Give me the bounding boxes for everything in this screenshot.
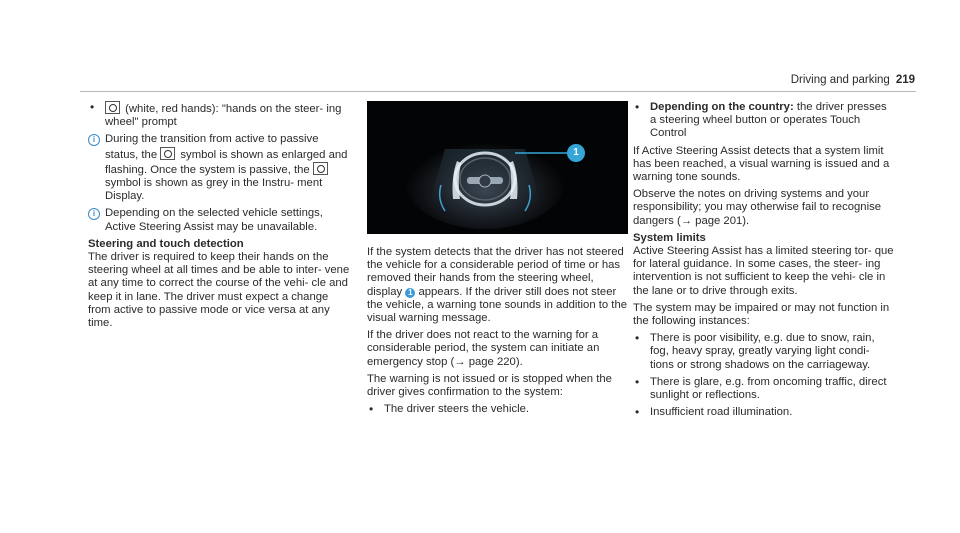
steering-hands-icon: [105, 101, 120, 114]
list-item: [633, 406, 895, 419]
paragraph: [367, 246, 627, 325]
paragraph: If Active Steering Assist detects that a system limit has been reached, a visual warning is issued and a warning tone sounds.: [633, 144, 890, 184]
list-item: [88, 101, 350, 129]
paragraph: The warning is not issued or is stopped when the driver gives confirmation to the system:: [367, 372, 612, 399]
list-item-text: The driver steers the vehicle.: [384, 403, 530, 416]
column-left: [88, 101, 350, 334]
list-item-text: (white, red hands): "hands on the steer- ing wheel" prompt: [105, 103, 342, 129]
section-title: Driving and parking: [790, 74, 890, 86]
paragraph: The driver is required to keep their hands on the steering wheel at all times and be able to inter- vene at any time to correct the course of the vehi- cle and keep it in lane. The driver must expect a change from active to passive mode or vice versa at any time.: [88, 251, 350, 330]
note-text: Depending on the selected vehicle settings, Active Steering Assist may be unavailable.: [105, 207, 323, 233]
note: [88, 133, 350, 203]
list-item-text: There is glare, e.g. from oncoming traffic, direct sunlight or reflections.: [650, 375, 887, 402]
list-item: [367, 403, 627, 416]
info-icon: i: [88, 134, 100, 146]
callout-label: 1: [573, 147, 579, 158]
steering-hands-icon: [160, 147, 175, 160]
callout-number-icon: 1: [405, 288, 415, 298]
steering-hands-icon: [313, 162, 328, 175]
bullet-icon: •: [369, 402, 374, 417]
bullet-icon: •: [635, 331, 640, 346]
steering-wheel-illustration: [367, 101, 628, 234]
list-item-label: Depending on the country:: [650, 101, 794, 113]
bullet-icon: •: [635, 100, 640, 114]
page-number: 219: [895, 74, 915, 86]
note-text: symbol is shown as grey in the Instru- ment Display.: [105, 177, 323, 203]
paragraph: If the driver does not react to the warning for a considerable period, the system can initiate an emergency stop (→ page 220).: [367, 329, 600, 368]
note: [88, 207, 350, 233]
list-item: [633, 376, 895, 402]
bullet-icon: •: [635, 374, 640, 389]
bullet-icon: •: [90, 100, 95, 114]
list-item-text: the driver presses a steering wheel button or operates Touch Control: [650, 101, 887, 140]
info-icon: i: [88, 208, 100, 220]
page-header: [791, 74, 915, 87]
paragraph-text: If the system detects that the driver has not steered the vehicle for a considerable period of time or has removed their hands from the steering wheel, display: [367, 246, 624, 298]
paragraph: Observe the notes on driving systems and your responsibility; you may otherwise fail to recognise dangers (→ page 201).: [633, 188, 882, 227]
list-item-text: Insufficient road illumination.: [650, 406, 793, 419]
column-middle: [367, 246, 627, 420]
instrument-display-image: [367, 101, 628, 234]
section-heading: System limits: [633, 231, 706, 244]
note-text: During the transition from active to passive status, the: [105, 133, 319, 161]
column-right: [633, 101, 895, 423]
paragraph: Active Steering Assist has a limited steering tor- que for lateral guidance. In some cases, the steer- ing intervention is not sufficient to keep the vehi- cle in the lane or to drive through exits.: [633, 245, 894, 297]
note-text: symbol is shown as enlarged and flashing. Once the system is passive, the: [105, 148, 348, 176]
header-rule: [80, 91, 916, 92]
list-item: [633, 101, 895, 141]
list-item: [633, 332, 895, 372]
paragraph: The system may be impaired or may not function in the following instances:: [633, 301, 890, 328]
bullet-icon: •: [635, 405, 640, 420]
list-item-text: There is poor visibility, e.g. due to snow, rain, fog, heavy spray, greatly varying light condi- tions or strong shadows on the carriageway.: [650, 332, 875, 371]
section-heading: Steering and touch detection: [88, 237, 244, 250]
paragraph-text: appears. If the driver still does not steer the vehicle, a warning tone sounds in addition to the visual warning message.: [367, 285, 628, 325]
